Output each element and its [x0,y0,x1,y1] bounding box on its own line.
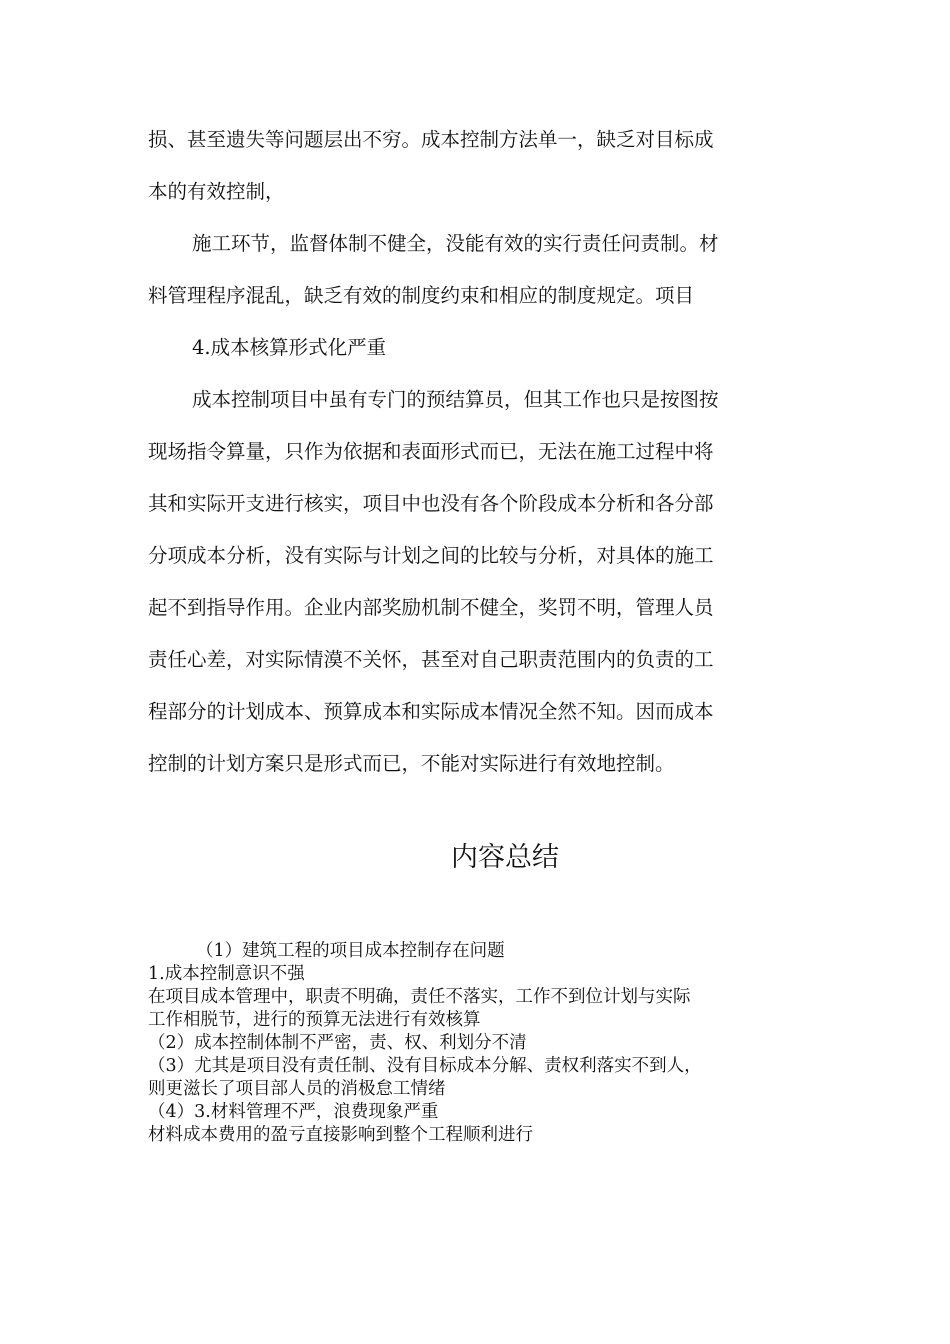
summary-line: （1）建筑工程的项目成本控制存在问题 [196,941,505,961]
body-line: 控制的计划方案只是形式而已，不能对实际进行有效地控制。 [148,752,675,775]
body-line: 其和实际开支进行核实，项目中也没有各个阶段成本分析和各分部 [148,492,714,515]
summary-line: 材料成本费用的盈亏直接影响到整个工程顺利进行 [148,1125,533,1145]
body-text [148,114,798,790]
body-line: 起不到指导作用。企业内部奖励机制不健全，奖罚不明，管理人员 [148,596,714,619]
summary-line: 则更滋长了项目部人员的消极怠工情绪 [148,1079,446,1099]
summary-block [148,940,808,1147]
summary-title: 内容总结 [451,842,559,873]
summary-line: 工作相脱节，进行的预算无法进行有效核算 [148,1010,481,1030]
section-heading: 4.成本核算形式化严重 [192,336,387,359]
summary-line: （3）尤其是项目没有责任制、没有目标成本分解、责权利落实不到人， [148,1056,702,1076]
summary-line: （4）3.材料管理不严，浪费现象严重 [148,1102,439,1122]
summary-line: 在项目成本管理中，职责不明确，责任不落实，工作不到位计划与实际 [148,987,691,1007]
summary-line: 1.成本控制意识不强 [148,964,305,984]
body-line: 分项成本分析，没有实际与计划之间的比较与分析，对具体的施工 [148,544,714,567]
summary-line: （2）成本控制体制不严密，责、权、利划分不清 [148,1033,527,1053]
body-line: 本的有效控制， [148,180,285,203]
body-line: 程部分的计划成本、预算成本和实际成本情况全然不知。因而成本 [148,700,714,723]
body-line: 料管理程序混乱，缺乏有效的制度约束和相应的制度规定。项目 [148,284,695,307]
body-line: 成本控制项目中虽有专门的预结算员，但其工作也只是按图按 [192,388,719,411]
body-line: 责任心差，对实际情漠不关怀，甚至对自己职责范围内的负责的工 [148,648,714,671]
body-line: 现场指令算量，只作为依据和表面形式而已，无法在施工过程中将 [148,440,714,463]
body-line: 损、甚至遗失等问题层出不穷。成本控制方法单一，缺乏对目标成 [148,128,714,151]
body-line: 施工环节，监督体制不健全，没能有效的实行责任问责制。材 [192,232,719,255]
